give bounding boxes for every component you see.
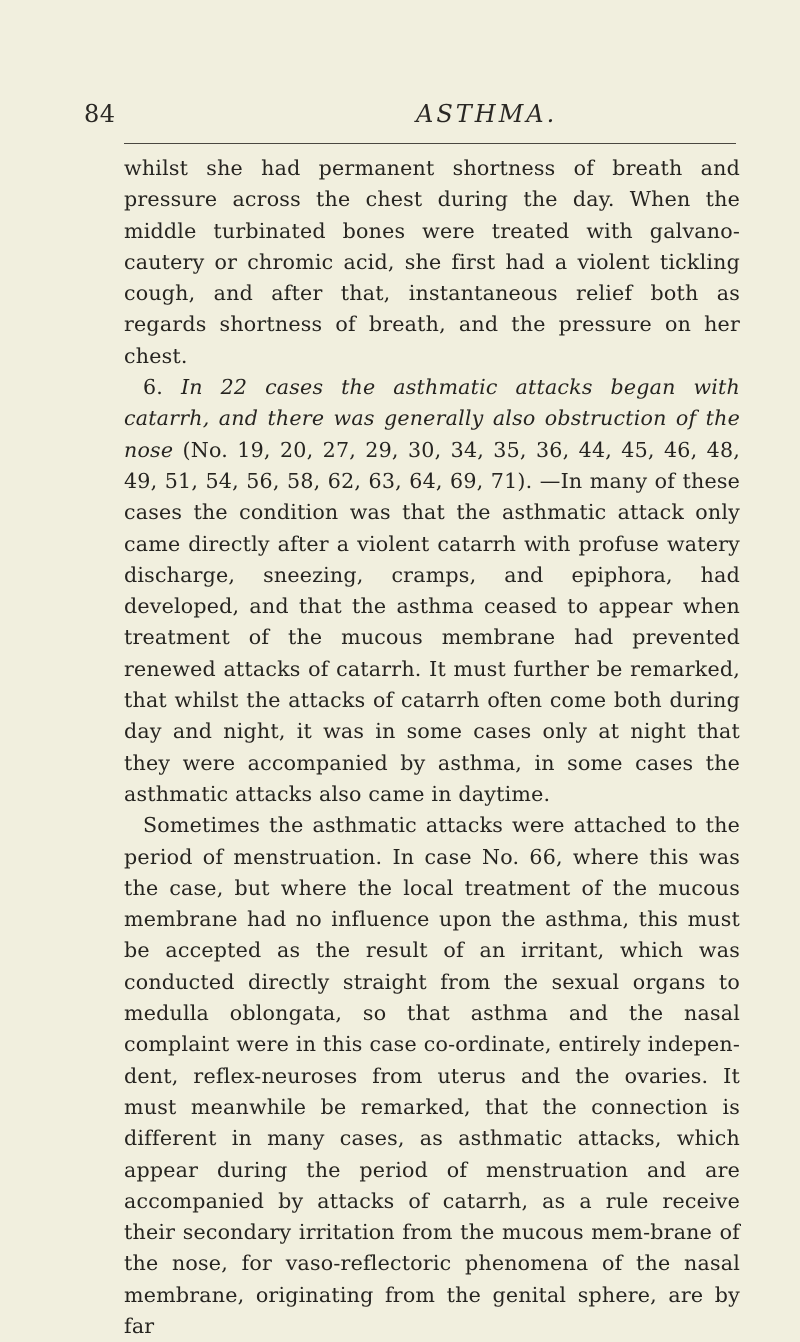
section-number: 6. — [143, 375, 164, 400]
paragraph-section-6 — [124, 372, 740, 810]
header-rule — [124, 143, 736, 144]
page-number: 84 — [84, 100, 116, 128]
paragraph-menstruation: Sometimes the asthmatic attacks were attached to the period of menstruation. In case No. 66, where this was the case, but where the local treatment of the mucous membrane had no influence upon the asthma, this must be accepted as the result of an irritant, which was conducted directly straight from the sexual organs to medulla oblongata, so that asthma and the nasal complaint were in this case co-ordinate, entirely indepen-dent, reflex-neuroses from uterus and the ovaries. It must meanwhile be remarked, that the connection is different in many cases, as asthmatic attacks, which appear during the period of menstruation and are accompanied by attacks of catarrh, as a rule receive their secondary irritation from the mucous mem-brane of the nose, for vaso-reflectoric phenomena of the nasal membrane, originating from the genital sphere, are by far — [124, 813, 740, 1338]
section-heading-italic: In 22 cases the asthmatic attacks began with catarrh, and there was generally also obstruction of the nose — [124, 375, 740, 462]
running-head: ASTHMA. — [416, 100, 558, 128]
case-numbers: (No. 19, 20, 27, 29, 30, 34, 35, 36, 44, 45, 46, 48, 49, 51, 54, 56, 58, 62, 63, 64, 69, 71). — [124, 437, 740, 493]
paragraph-continued: whilst she had permanent shortness of breath and pressure across the chest during the day. When the middle turbinated bones were treated with galvano-cautery or chromic acid, she first had a violent tickling cough, and after that, instantaneous relief both as regards shortness of breath, and the pressure on her chest. — [124, 156, 740, 368]
body-text — [124, 153, 740, 1342]
page-header — [84, 92, 734, 132]
section-body: —In many of these cases the condition was that the asthmatic attack only came directly after a violent catarrh with profuse watery discharge, sneezing, cramps, and epiphora, had developed, and that the asthma ceased to appear when treatment of the mucous membrane had prevented renewed attacks of catarrh. It must further be remarked, that whilst the attacks of catarrh often come both during day and night, it was in some cases only at night that they were accompanied by asthma, in some cases the asthmatic attacks also came in daytime. — [124, 468, 740, 806]
